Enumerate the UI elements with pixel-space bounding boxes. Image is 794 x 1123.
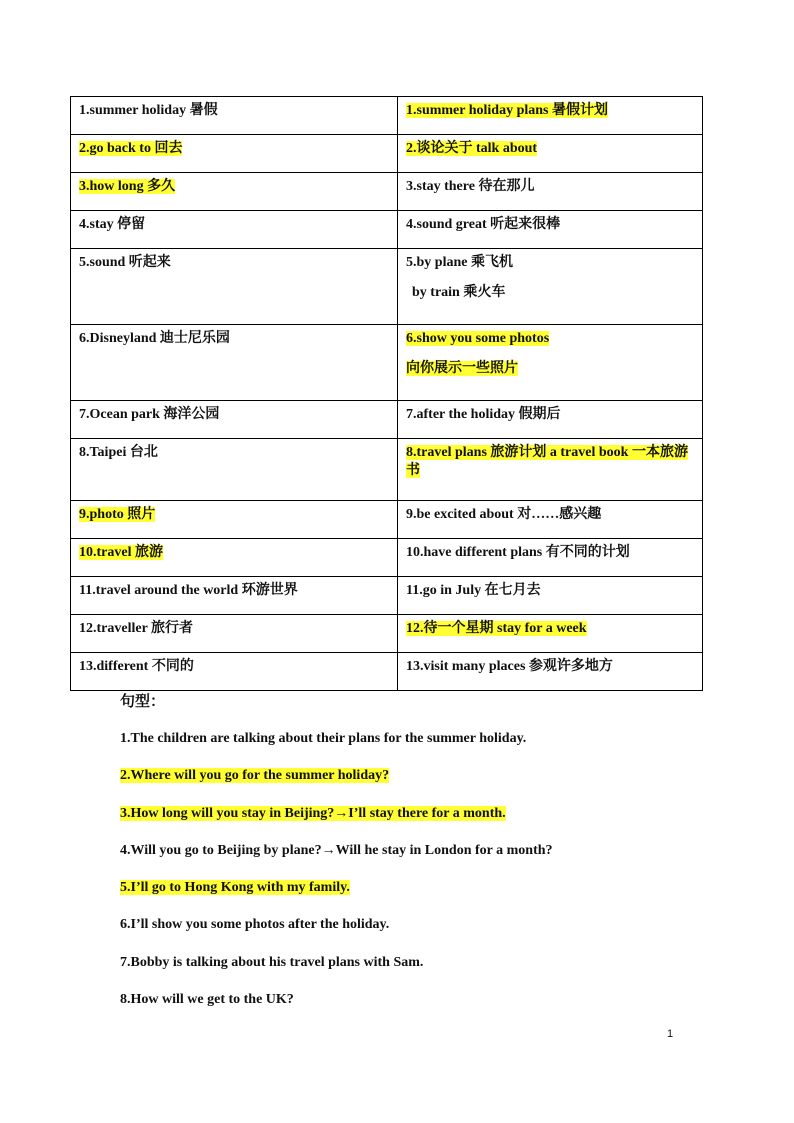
table-row [71,211,703,249]
sentence-patterns-heading: 句型： [120,694,166,710]
vocab-text: 1.summer holiday plans 暑假计划 [406,103,608,118]
vocab-text: 13.different 不同的 [79,659,194,674]
table-row [71,615,703,653]
vocab-cell-left [71,501,398,539]
table-row [71,135,703,173]
sentence-item [120,805,720,842]
vocab-cell-left [71,249,398,325]
vocab-subtext: by train 乘火车 [412,285,506,300]
vocab-text: 9.photo 照片 [79,507,156,522]
vocab-subline [406,284,694,302]
vocab-cell-right [398,439,703,501]
vocab-text: 12.traveller 旅行者 [79,621,194,636]
vocab-text: 5.sound 听起来 [79,255,171,270]
sentence-text: 5.I’ll go to Hong Kong with my family. [120,880,350,896]
vocab-text: 8.Taipei 台北 [79,445,158,460]
vocab-text: 2.go back to 回去 [79,141,183,156]
sentence-item [120,879,720,916]
table-row [71,97,703,135]
vocab-cell-left [71,325,398,401]
vocab-text: 11.travel around the world 环游世界 [79,583,298,598]
vocab-subline [406,360,694,378]
vocab-text: 2.谈论关于 talk about [406,141,538,156]
vocab-text: 8.travel plans 旅游计划 a travel book 一本旅游书 [406,445,688,478]
sentence-item [120,991,720,1028]
vocab-text: 6.show you some photos [406,331,550,346]
vocab-cell-left [71,401,398,439]
sentence-text: 7.Bobby is talking about his travel plans with Sam. [120,954,424,970]
sentence-item [120,767,720,804]
vocab-cell-left [71,211,398,249]
sentence-item [120,730,720,767]
vocab-text: 10.travel 旅游 [79,545,163,560]
vocab-cell-left [71,439,398,501]
sentence-text: 2.Where will you go for the summer holiday? [120,768,390,784]
vocab-text: 3.stay there 待在那儿 [406,179,535,194]
vocab-cell-left [71,173,398,211]
vocab-text: 9.be excited about 对……感兴趣 [406,507,602,522]
sentence-text: 4.Will you go to Beijing by plane?→Will he stay in London for a month? [120,842,553,858]
vocabulary-table-body [71,97,703,691]
vocab-cell-right [398,539,703,577]
vocab-text: 6.Disneyland 迪士尼乐园 [79,331,230,346]
table-row [71,577,703,615]
vocab-text: 11.go in July 在七月去 [406,583,541,598]
vocab-cell-right [398,401,703,439]
vocab-cell-right [398,173,703,211]
table-row [71,401,703,439]
vocab-text: 10.have different plans 有不同的计划 [406,545,630,560]
vocab-text: 13.visit many places 参观许多地方 [406,659,613,674]
vocab-text: 3.how long 多久 [79,179,176,194]
table-row [71,653,703,691]
sentence-item [120,954,720,991]
vocab-cell-left [71,577,398,615]
vocab-text: 1.summer holiday 暑假 [79,103,218,118]
vocabulary-table [70,96,703,691]
vocab-cell-left [71,539,398,577]
vocab-cell-right [398,249,703,325]
vocab-cell-right [398,615,703,653]
table-row [71,539,703,577]
sentence-text: 6.I’ll show you some photos after the holiday. [120,917,390,933]
vocab-text: 4.sound great 听起来很棒 [406,217,561,232]
vocab-cell-left [71,135,398,173]
vocab-cell-right [398,135,703,173]
sentence-text: 8.How will we get to the UK? [120,992,294,1008]
sentence-text: 1.The children are talking about their plans for the summer holiday. [120,731,527,746]
table-row [71,249,703,325]
vocab-cell-right [398,501,703,539]
sentence-patterns-list [120,730,720,1028]
vocab-text: 12.待一个星期 stay for a week [406,621,587,636]
table-row [71,325,703,401]
vocab-text: 5.by plane 乘飞机 [406,255,513,270]
table-row [71,501,703,539]
vocab-text: 7.after the holiday 假期后 [406,407,561,422]
table-row [71,173,703,211]
vocab-cell-right [398,577,703,615]
vocab-cell-left [71,615,398,653]
vocab-cell-right [398,325,703,401]
vocab-text: 4.stay 停留 [79,217,146,232]
vocab-subtext: 向你展示一些照片 [406,361,518,376]
sentence-item [120,842,720,879]
vocab-cell-right [398,653,703,691]
vocab-cell-right [398,97,703,135]
vocab-cell-right [398,211,703,249]
vocab-text: 7.Ocean park 海洋公园 [79,407,220,422]
table-row [71,439,703,501]
page-number: 1 [667,1028,674,1040]
sentence-text: 3.How long will you stay in Beijing?→I’ll stay there for a month. [120,805,506,821]
sentence-item [120,916,720,953]
vocab-cell-left [71,97,398,135]
vocab-cell-left [71,653,398,691]
